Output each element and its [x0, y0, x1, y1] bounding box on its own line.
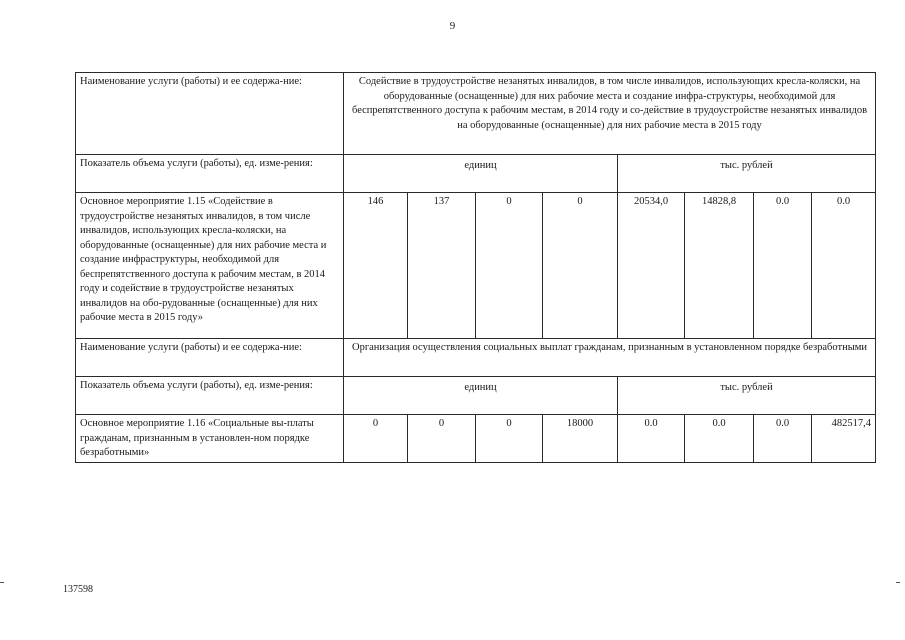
- value-cell: 0: [543, 193, 618, 339]
- value-cell: 0: [408, 415, 476, 463]
- value-cell: 0.0: [754, 415, 812, 463]
- value-cell: 0.0: [618, 415, 685, 463]
- activity-row: [76, 415, 876, 463]
- value-cell: 18000: [543, 415, 618, 463]
- document-code: 137598: [63, 584, 93, 595]
- value-cell: 0.0: [685, 415, 754, 463]
- value-cell: 0.0: [812, 193, 876, 339]
- activity-label: Основное мероприятие 1.16 «Социальные вы-платы гражданам, признанным в установлен-ном порядке безработными»: [76, 415, 344, 463]
- value-cell: 0: [476, 415, 543, 463]
- value-cell: 137: [408, 193, 476, 339]
- value-cell: 482517,4: [812, 415, 876, 463]
- service-name-row: [76, 339, 876, 377]
- service-name-value: Организация осуществления социальных выплат гражданам, признанным в установленном порядке безработными: [344, 339, 876, 377]
- unit-thousand-rubles: тыс. рублей: [618, 377, 876, 415]
- unit-units: единиц: [344, 377, 618, 415]
- value-cell: 20534,0: [618, 193, 685, 339]
- activity-row: [76, 193, 876, 339]
- volume-metric-label: Показатель объема услуги (работы), ед. изме-рения:: [76, 155, 344, 193]
- volume-metric-label: Показатель объема услуги (работы), ед. изме-рения:: [76, 377, 344, 415]
- value-cell: 14828,8: [685, 193, 754, 339]
- service-name-value: Содействие в трудоустройстве незанятых инвалидов, в том числе инвалидов, использующих кресла-коляски, на оборудованные (оснащенные) для них рабочие места и создание инфра-структуры, необходимой для беспрепятственного доступа к рабочим местам, в 2014 году и со-действие в трудоустройстве незанятых инвалидов на оборудованные (оснащенные) для них рабочие места в 2015 году: [344, 73, 876, 155]
- service-table: [75, 72, 876, 463]
- volume-metric-row: [76, 155, 876, 193]
- scan-edge-mark-left: [0, 582, 4, 583]
- unit-units: единиц: [344, 155, 618, 193]
- service-name-label: Наименование услуги (работы) и ее содержа-ние:: [76, 339, 344, 377]
- value-cell: 0.0: [754, 193, 812, 339]
- value-cell: 146: [344, 193, 408, 339]
- scan-edge-mark-right: [896, 582, 900, 583]
- page-number: 9: [449, 20, 456, 32]
- service-name-label: Наименование услуги (работы) и ее содержа-ние:: [76, 73, 344, 155]
- volume-metric-row: [76, 377, 876, 415]
- value-cell: 0: [344, 415, 408, 463]
- unit-thousand-rubles: тыс. рублей: [618, 155, 876, 193]
- activity-label: Основное мероприятие 1.15 «Содействие в трудоустройстве незанятых инвалидов, в том числе инвалидов, использующих кресла-коляски, на оборудованные (оснащенные) для них рабочие места и создание инфраструктуры, необходимой для беспрепятственного доступа к рабочим местам, в 2014 году и содействие в трудоустройстве незанятых инвалидов на обо-рудованные (оснащенные) для них рабочие места в 2015 году»: [76, 193, 344, 339]
- value-cell: 0: [476, 193, 543, 339]
- service-name-row: [76, 73, 876, 155]
